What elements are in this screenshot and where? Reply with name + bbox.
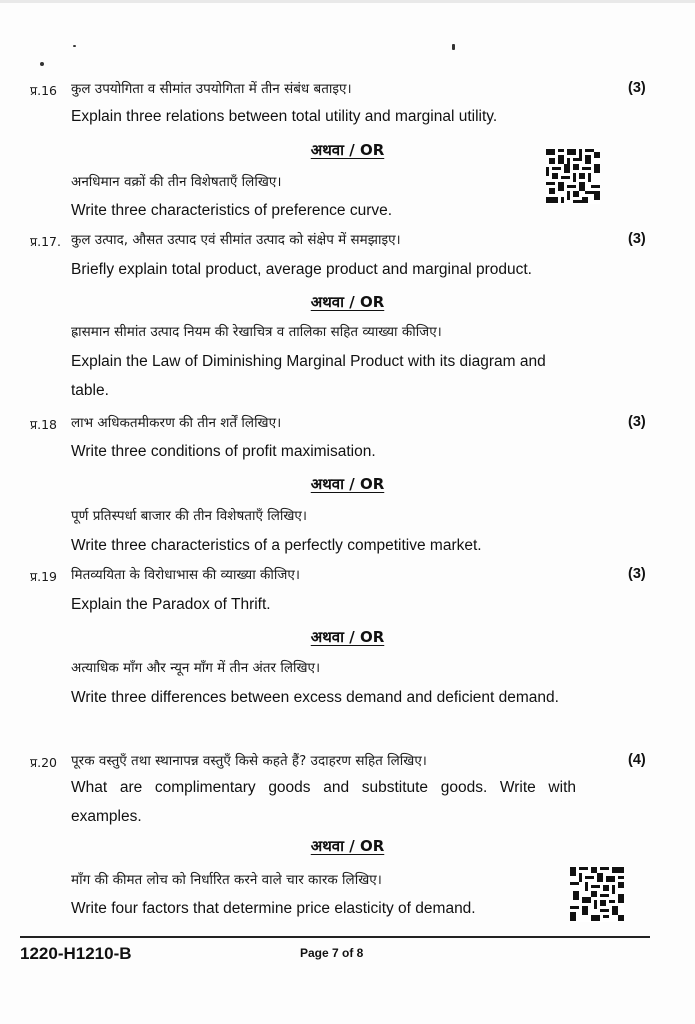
- alternative-hindi: अनधिमान वक्रों की तीन विशेषताएँ लिखिए।: [71, 174, 282, 190]
- footer-divider: [20, 936, 650, 938]
- question-number: प्र.16: [30, 83, 57, 98]
- alternative-hindi: ह्रासमान सीमांत उत्पाद नियम की रेखाचित्र व तालिका सहित व्याख्या कीजिए।: [71, 324, 442, 340]
- question-marks: (3): [628, 231, 646, 247]
- question-number: प्र.17.: [30, 234, 61, 249]
- or-label: अथवा / OR: [310, 628, 385, 646]
- qr-code-graphic: [570, 866, 624, 922]
- or-divider: [0, 836, 695, 856]
- or-divider: [0, 474, 695, 494]
- page-number: Page 7 of 8: [300, 946, 364, 960]
- or-divider: [0, 292, 695, 312]
- alternative-english: Write three characteristics of preference curve.: [71, 202, 393, 219]
- question-english: Explain the Paradox of Thrift.: [71, 596, 271, 613]
- or-label: अथवा / OR: [310, 293, 385, 311]
- ink-speck: [40, 62, 44, 66]
- alternative-english: Write four factors that determine price elasticity of demand.: [71, 900, 476, 917]
- question-hindi: पूरक वस्तुएँ तथा स्थानापन्न वस्तुएँ किसे कहते हैं? उदाहरण सहित लिखिए।: [71, 753, 427, 769]
- or-divider: [0, 627, 695, 647]
- question-hindi: लाभ अधिकतमीकरण की तीन शर्तें लिखिए।: [71, 415, 282, 431]
- question-hindi: कुल उत्पाद, औसत उत्पाद एवं सीमांत उत्पाद को संक्षेप में समझाइए।: [71, 232, 401, 248]
- alternative-english: Write three characteristics of a perfectly competitive market.: [71, 537, 482, 554]
- question-number: प्र.20: [30, 755, 57, 770]
- qr-code: [546, 148, 600, 204]
- ink-speck: [73, 45, 76, 47]
- question-marks: (3): [628, 80, 646, 96]
- question-number: प्र.18: [30, 417, 57, 432]
- ink-speck: [452, 44, 455, 50]
- or-label: अथवा / OR: [310, 141, 385, 159]
- question-number: प्र.19: [30, 569, 57, 584]
- or-label: अथवा / OR: [310, 837, 385, 855]
- page-top-edge: [0, 0, 695, 3]
- paper-code: 1220-H1210-B: [20, 944, 132, 963]
- question-english: Briefly explain total product, average product and marginal product.: [71, 261, 532, 278]
- alternative-english: Write three differences between excess demand and deficient demand.: [71, 689, 559, 706]
- or-label: अथवा / OR: [310, 475, 385, 493]
- qr-code: [570, 866, 624, 922]
- question-english: What are complimentary goods and substitute goods. Write with examples.: [71, 779, 576, 825]
- question-hindi: कुल उपयोगिता व सीमांत उपयोगिता में तीन संबंध बताइए।: [71, 81, 352, 97]
- question-marks: (3): [628, 566, 646, 582]
- qr-code-graphic: [546, 148, 600, 204]
- alternative-hindi: अत्याधिक माँग और न्यून माँग में तीन अंतर लिखिए।: [71, 660, 321, 676]
- question-hindi: मितव्ययिता के विरोधाभास की व्याख्या कीजिए।: [71, 567, 300, 583]
- question-english: Explain three relations between total utility and marginal utility.: [71, 108, 498, 125]
- question-english: Write three conditions of profit maximisation.: [71, 443, 376, 460]
- question-marks: (3): [628, 414, 646, 430]
- alternative-hindi: पूर्ण प्रतिस्पर्धा बाजार की तीन विशेषताएँ लिखिए।: [71, 508, 307, 524]
- question-marks: (4): [628, 752, 646, 768]
- alternative-english: Explain the Law of Diminishing Marginal Product with its diagram and table.: [71, 353, 546, 399]
- alternative-hindi: माँग की कीमत लोच को निर्धारित करने वाले चार कारक लिखिए।: [71, 872, 382, 888]
